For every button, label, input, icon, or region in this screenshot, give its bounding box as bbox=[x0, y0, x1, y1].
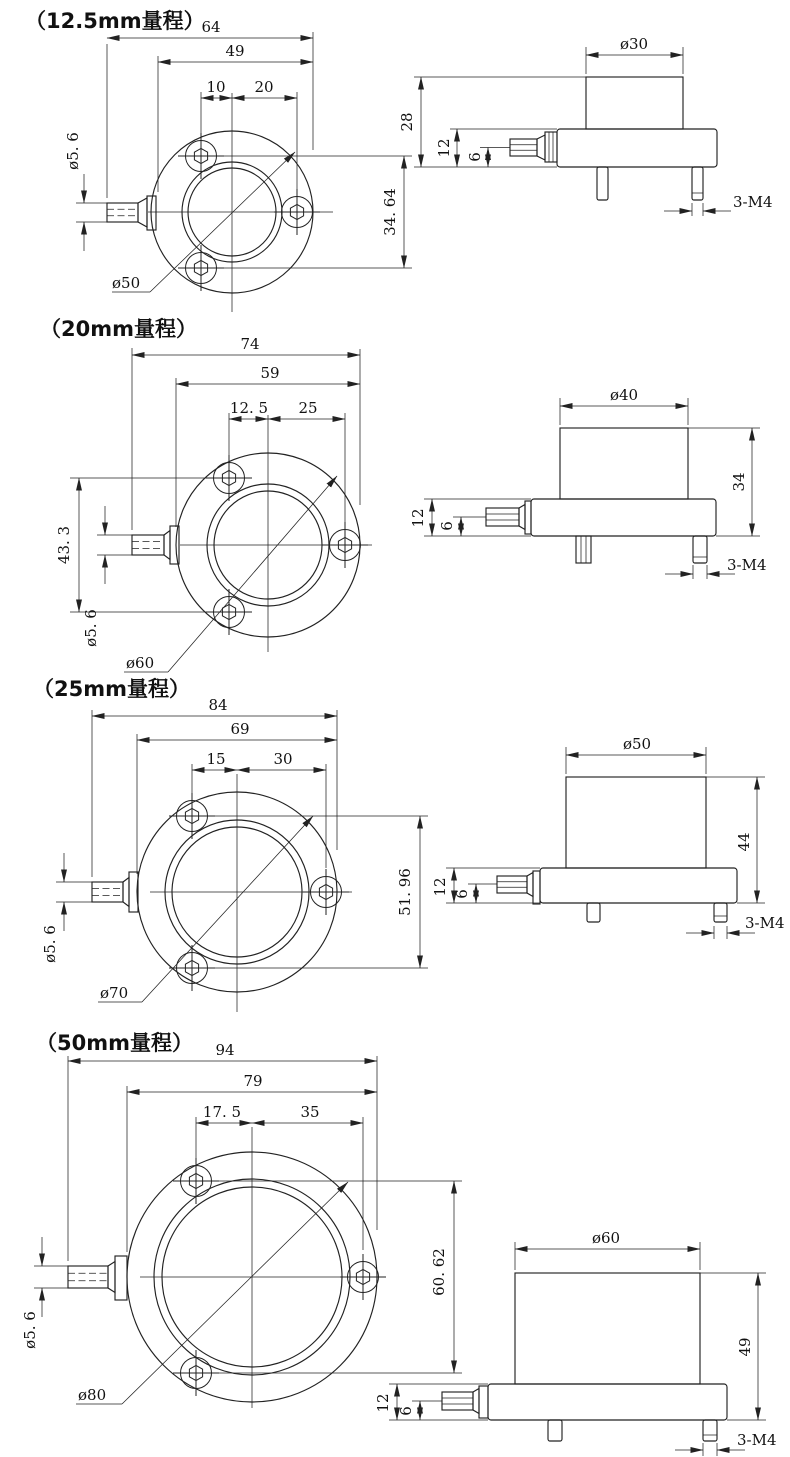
dim-overall-width: 84 bbox=[208, 696, 228, 714]
side-view bbox=[510, 77, 717, 200]
section-title: （20mm量程） bbox=[40, 317, 197, 341]
dim-drum-diameter: ø30 bbox=[619, 35, 649, 53]
stud bbox=[693, 536, 707, 563]
label-stud-spec: 3-M4 bbox=[727, 556, 767, 574]
dim-vertical-span: 51. 96 bbox=[396, 868, 414, 916]
stud bbox=[548, 1420, 562, 1441]
dim-vertical-span: 34. 64 bbox=[381, 188, 399, 236]
mounting-screw bbox=[274, 189, 320, 235]
dim-base-height: 12 bbox=[374, 1393, 392, 1413]
front-dimensions bbox=[21, 1041, 462, 1404]
dim-hole-offset-right: 30 bbox=[273, 750, 293, 768]
dim-total-height: 28 bbox=[398, 112, 416, 132]
cable-stub bbox=[68, 1266, 108, 1288]
dim-cable-diameter: ø5. 6 bbox=[41, 925, 59, 963]
dim-vertical-span: 60. 62 bbox=[430, 1248, 448, 1296]
front-dimensions bbox=[64, 18, 412, 292]
side-view bbox=[442, 1273, 727, 1441]
dim-flange-width: 79 bbox=[243, 1072, 263, 1090]
cable-stub bbox=[486, 508, 519, 526]
label-flange-diameter: ø70 bbox=[100, 984, 129, 1002]
stud bbox=[703, 1420, 717, 1441]
stud bbox=[597, 167, 608, 200]
dim-base-height: 12 bbox=[435, 138, 453, 158]
section-title: （25mm量程） bbox=[33, 677, 190, 701]
drum-outline bbox=[566, 777, 706, 868]
cable-stub bbox=[510, 139, 537, 156]
side-dimensions bbox=[409, 386, 767, 579]
dim-flange-width: 69 bbox=[230, 720, 250, 738]
dim-hole-offset-left: 10 bbox=[206, 78, 226, 96]
base-plate bbox=[531, 499, 716, 536]
dim-total-height: 49 bbox=[736, 1337, 754, 1357]
dim-hole-offset-left: 15 bbox=[206, 750, 226, 768]
mounting-screw bbox=[340, 1254, 386, 1300]
section-range-25mm bbox=[33, 677, 785, 1012]
dim-flange-width: 59 bbox=[260, 364, 280, 382]
dim-total-height: 44 bbox=[735, 832, 753, 852]
label-flange-diameter: ø80 bbox=[78, 1386, 107, 1404]
dim-cable-height: 6 bbox=[438, 521, 456, 531]
dim-cable-height: 6 bbox=[453, 889, 471, 899]
dim-cable-diameter: ø5. 6 bbox=[21, 1311, 39, 1349]
front-view bbox=[107, 93, 333, 312]
front-view bbox=[132, 415, 372, 652]
base-plate bbox=[540, 868, 737, 903]
side-dimensions bbox=[431, 735, 785, 939]
stud bbox=[714, 903, 727, 922]
dim-cable-diameter: ø5. 6 bbox=[64, 132, 82, 170]
label-stud-spec: 3-M4 bbox=[745, 914, 785, 932]
dim-base-height: 12 bbox=[409, 508, 427, 528]
dim-drum-diameter: ø60 bbox=[591, 1229, 621, 1247]
dim-hole-offset-right: 20 bbox=[254, 78, 274, 96]
section-range-50mm bbox=[21, 1031, 777, 1456]
base-plate bbox=[488, 1384, 727, 1420]
front-view bbox=[92, 774, 352, 1012]
dim-flange-width: 49 bbox=[225, 42, 245, 60]
dim-total-height: 34 bbox=[730, 472, 748, 492]
dim-base-height: 12 bbox=[431, 877, 449, 897]
section-title: （12.5mm量程） bbox=[25, 9, 205, 33]
label-stud-spec: 3-M4 bbox=[733, 193, 773, 211]
section-range-20mm bbox=[40, 317, 767, 672]
drum-outline bbox=[515, 1273, 700, 1384]
dim-drum-diameter: ø50 bbox=[622, 735, 652, 753]
front-dimensions bbox=[41, 696, 428, 1002]
dim-hole-offset-left: 17. 5 bbox=[202, 1103, 242, 1121]
dim-overall-width: 64 bbox=[201, 18, 221, 36]
drum-outline bbox=[586, 77, 683, 129]
cable-stub bbox=[107, 203, 138, 222]
dim-hole-offset-right: 25 bbox=[298, 399, 318, 417]
stud bbox=[692, 167, 703, 200]
cable-stub bbox=[132, 535, 164, 555]
dim-overall-width: 74 bbox=[240, 335, 260, 353]
dim-hole-offset-left: 12. 5 bbox=[229, 399, 269, 417]
dim-cable-diameter: ø5. 6 bbox=[82, 609, 100, 647]
mounting-screw bbox=[322, 522, 368, 568]
section-range-12-5mm bbox=[25, 9, 773, 312]
base-plate bbox=[557, 129, 717, 167]
label-flange-diameter: ø60 bbox=[126, 654, 155, 672]
stud bbox=[587, 903, 600, 922]
dim-drum-diameter: ø40 bbox=[609, 386, 639, 404]
section-title: （50mm量程） bbox=[36, 1031, 193, 1055]
side-view bbox=[486, 428, 716, 563]
dim-cable-height: 6 bbox=[397, 1406, 415, 1416]
mounting-screw bbox=[303, 869, 349, 915]
dim-overall-width: 94 bbox=[215, 1041, 235, 1059]
stud bbox=[576, 536, 591, 563]
side-view bbox=[497, 777, 737, 922]
dim-hole-offset-right: 35 bbox=[300, 1103, 320, 1121]
front-dimensions bbox=[55, 335, 360, 672]
cable-stub bbox=[497, 876, 527, 893]
drum-outline bbox=[560, 428, 688, 499]
cable-stub bbox=[92, 882, 123, 902]
side-dimensions bbox=[398, 35, 773, 216]
cable-stub bbox=[442, 1392, 473, 1410]
label-stud-spec: 3-M4 bbox=[737, 1431, 777, 1449]
dim-cable-height: 6 bbox=[466, 152, 484, 162]
front-view bbox=[68, 1127, 386, 1408]
dim-vertical-span: 43. 3 bbox=[55, 525, 73, 565]
label-flange-diameter: ø50 bbox=[112, 274, 141, 292]
